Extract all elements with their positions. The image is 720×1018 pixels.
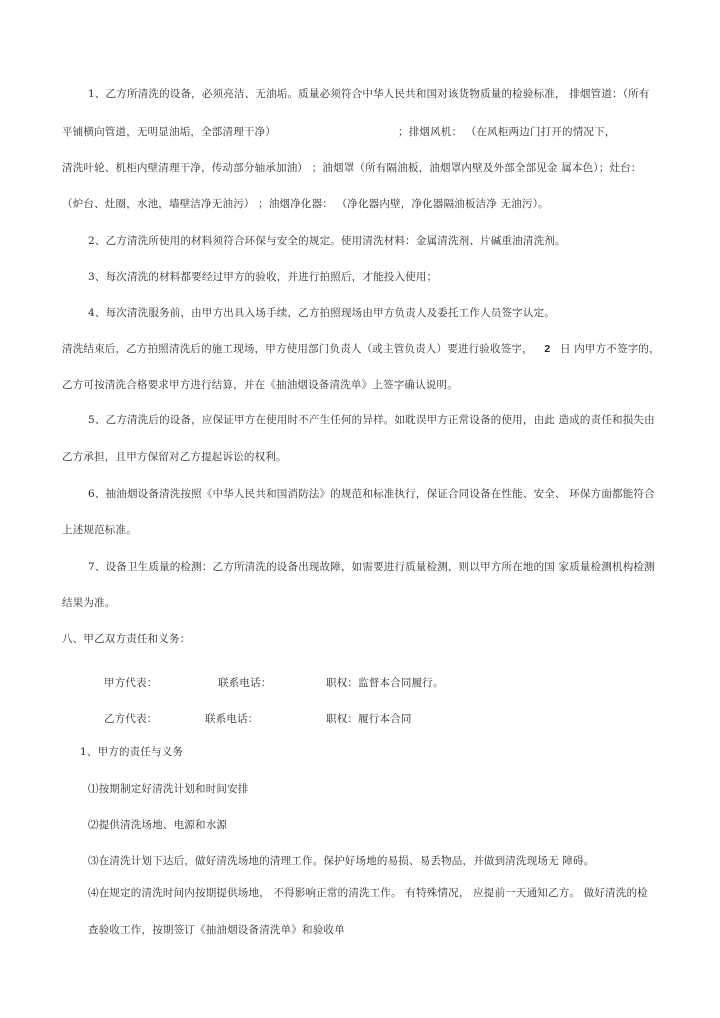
- item-3: ⑶在清洗计划下达后，做好清洗场地的清理工作。保护好场地的易损、易丢物品，并做到清洗现场无 障碍。: [88, 855, 595, 867]
- item-1: ⑴按期制定好清洗计划和时间安排: [88, 783, 249, 795]
- party-b-rep: 乙方代表：: [104, 713, 158, 725]
- party-a-rep: 甲方代表：: [104, 677, 158, 689]
- clause-4-line-2-tail: 日 内甲方不签字的，: [559, 343, 660, 355]
- clause-5-line-1: 5、乙方清洗后的设备，应保证甲方在使用时不产生任何的异样。如耽误甲方正常设备的使用，由此 造成的责任和损失由: [88, 414, 655, 426]
- party-b-phone: 联系电话：: [205, 713, 259, 725]
- party-a-duty: 职权：监督本合同履行。: [326, 677, 444, 689]
- clause-1-line-3: 清洗叶轮、机柜内壁清理干净，传动部分轴承加油） ；油烟罩（所有隔油板，油烟罩内壁及外部全部见金 属本色）；灶台：: [62, 162, 642, 174]
- item-2: ⑵提供清洗场地、电源和水源: [88, 819, 228, 831]
- clause-1-line-2b: ；排烟风机： （在风柜两边门打开的情况下，: [398, 126, 616, 138]
- item-4-line-2: 查验收工作，按期签订《抽油烟设备清洗单》和验收单: [88, 924, 345, 936]
- clause-1-line-2a: 平铺横向管道，无明显油垢，全部清理干净）: [62, 126, 276, 138]
- clause-7-line-1: 7、设备卫生质量的检测：乙方所清洗的设备出现故障，如需要进行质量检测，则以甲方所在地的国 家质量检测机构检测: [88, 561, 655, 573]
- clause-3: 3、每次清洗的材料都要经过甲方的验收，并进行拍照后，才能投入使用；: [88, 271, 438, 283]
- clause-4-line-2-text: 清洗结束后，乙方拍照清洗后的施工现场，甲方使用部门负责人（或主管负责人）要进行验收签字，: [62, 343, 533, 355]
- clause-4-days: 2: [544, 343, 551, 355]
- section-8-heading: 八、甲乙双方责任和义务：: [62, 633, 191, 645]
- clause-6-line-1: 6、抽油烟设备清洗按照《中华人民共和国消防法》的规范和标准执行，保证合同设备在性能、安全、 环保方面都能符合: [88, 488, 655, 500]
- party-a-phone: 联系电话：: [218, 677, 272, 689]
- clause-1-line-4: （炉台、灶圈，水池，墙壁洁净无油污） ；油烟净化器： （净化器内壁，净化器隔油板洁净 无油污）。: [62, 198, 549, 210]
- clause-1-line-1: 1、乙方所清洗的设备，必须亮洁、无油垢。质量必须符合中华人民共和国对该货物质量的检验标准， 排烟管道：（所有: [88, 88, 650, 100]
- item-4-line-1: ⑷在规定的清洗时间内按期提供场地， 不得影响正常的清洗工作。 有特殊情况， 应提前一天通知乙方。 做好清洗的检: [88, 887, 648, 899]
- clause-2: 2、乙方清洗所使用的材料须符合环保与安全的规定。使用清洗材料：金属清洗剂、片碱重油清洗剂。: [88, 235, 566, 247]
- clause-4-line-1: 4、每次清洗服务前，由甲方出具入场手续，乙方拍照现场由甲方负责人及委托工作人员签字认定。: [88, 307, 555, 319]
- party-b-duty: 职权：履行本合同: [326, 713, 412, 725]
- clause-6-line-2: 上述规范标准。: [62, 524, 137, 536]
- sub-heading-1: 1、甲方的责任与义务: [80, 746, 184, 758]
- clause-4-line-2: [62, 341, 660, 356]
- clause-4-line-3: 乙方可按清洗合格要求甲方进行结算，并在《抽油烟设备清洗单》上签字确认说明。: [62, 379, 458, 391]
- clause-7-line-2: 结果为准。: [62, 597, 116, 609]
- clause-5-line-2: 乙方承担，且甲方保留对乙方提起诉讼的权利。: [62, 451, 287, 463]
